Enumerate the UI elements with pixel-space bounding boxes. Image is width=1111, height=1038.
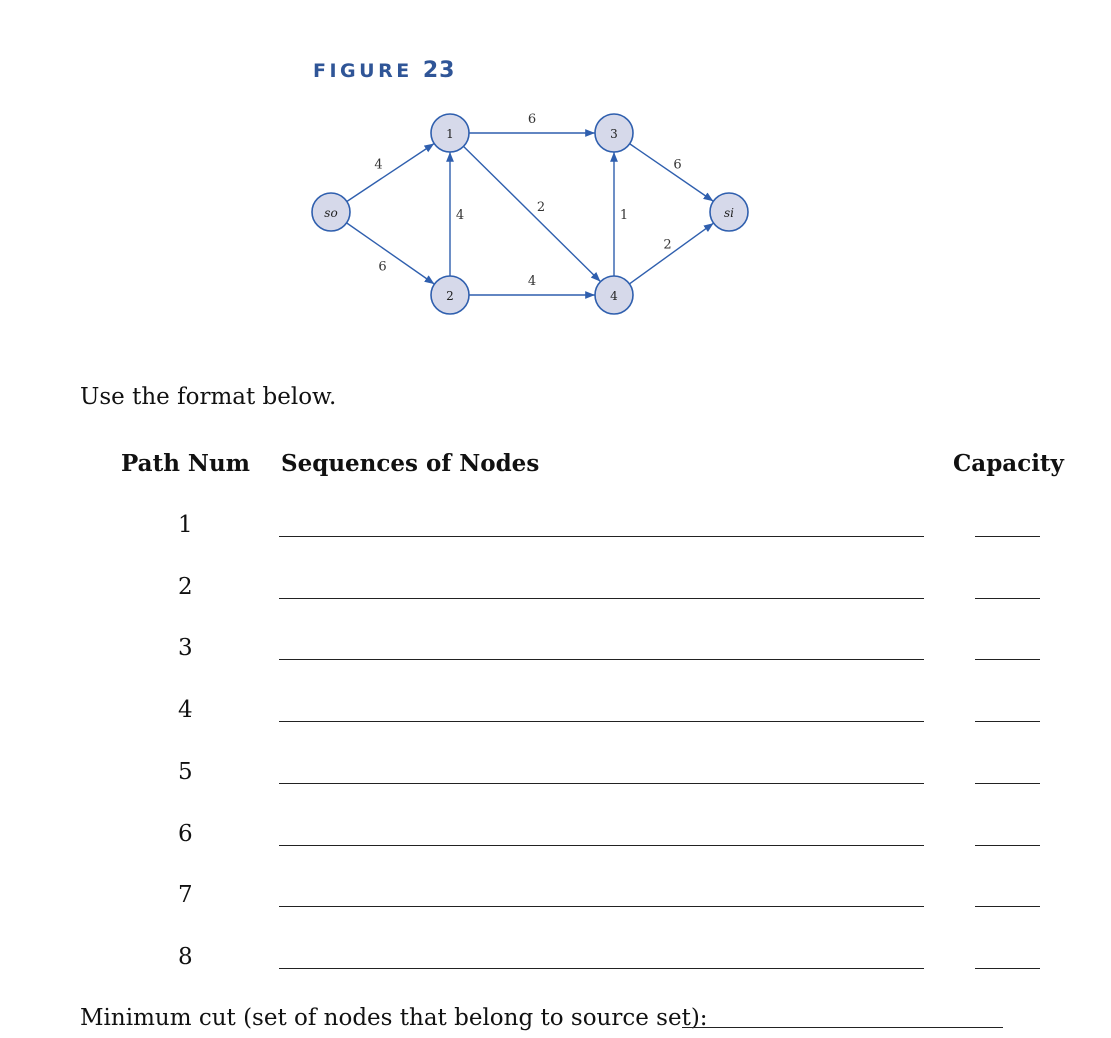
- min-cut-answer-line[interactable]: [682, 1027, 1003, 1028]
- capacity-answer-line[interactable]: [975, 783, 1040, 784]
- edge-3-si: [630, 144, 714, 201]
- node-label-2: 2: [446, 289, 454, 303]
- header-capacity: Capacity: [953, 450, 1064, 477]
- path-number: 2: [178, 573, 193, 600]
- capacity-answer-line[interactable]: [975, 536, 1040, 537]
- min-cut-prompt: Minimum cut (set of nodes that belong to source set):: [80, 1005, 708, 1031]
- node-label-si: si: [724, 206, 734, 220]
- edge-so-2: [347, 223, 435, 284]
- header-sequence: Sequences of Nodes: [281, 450, 540, 477]
- node-label-1: 1: [446, 127, 454, 141]
- network-graph: [0, 0, 1111, 360]
- edge-capacity-label: 4: [374, 157, 383, 173]
- edge-so-1: [347, 144, 434, 202]
- capacity-answer-line[interactable]: [975, 721, 1040, 722]
- header-path-num: Path Num: [121, 450, 251, 477]
- instructions-text: Use the format below.: [80, 384, 337, 410]
- figure-label: FIGURE: [313, 60, 413, 82]
- sequence-answer-line[interactable]: [279, 536, 924, 537]
- path-number: 5: [178, 758, 193, 785]
- capacity-answer-line[interactable]: [975, 598, 1040, 599]
- edge-capacity-label: 6: [527, 112, 537, 127]
- path-number: 8: [178, 943, 193, 970]
- path-number: 1: [178, 512, 193, 538]
- node-label-so: so: [324, 206, 338, 220]
- path-number: 7: [178, 882, 193, 909]
- path-number: 4: [178, 697, 193, 724]
- path-number: 3: [178, 635, 193, 662]
- edge-capacity-label: 6: [378, 259, 387, 275]
- sequence-answer-line[interactable]: [279, 845, 924, 846]
- path-number: 6: [178, 820, 193, 847]
- sequence-answer-line[interactable]: [279, 598, 924, 599]
- sequence-answer-line[interactable]: [279, 783, 924, 784]
- edge-capacity-label: 2: [536, 200, 546, 215]
- capacity-answer-line[interactable]: [975, 659, 1040, 660]
- edge-capacity-label: 4: [527, 274, 537, 289]
- node-label-4: 4: [610, 289, 618, 303]
- sequence-answer-line[interactable]: [279, 659, 924, 660]
- edge-capacity-label: 6: [673, 157, 682, 173]
- sequence-answer-line[interactable]: [279, 968, 924, 969]
- capacity-answer-line[interactable]: [975, 845, 1040, 846]
- edge-capacity-label: 2: [663, 237, 672, 253]
- edge-capacity-label: 1: [619, 208, 629, 223]
- sequence-answer-line[interactable]: [279, 906, 924, 907]
- capacity-answer-line[interactable]: [975, 906, 1040, 907]
- edge-4-si: [629, 223, 713, 284]
- sequence-answer-line[interactable]: [279, 721, 924, 722]
- edge-1-4: [464, 146, 601, 281]
- figure-number: 23: [422, 58, 456, 83]
- capacity-answer-line[interactable]: [975, 968, 1040, 969]
- edge-capacity-label: 4: [455, 208, 465, 223]
- node-label-3: 3: [610, 127, 618, 141]
